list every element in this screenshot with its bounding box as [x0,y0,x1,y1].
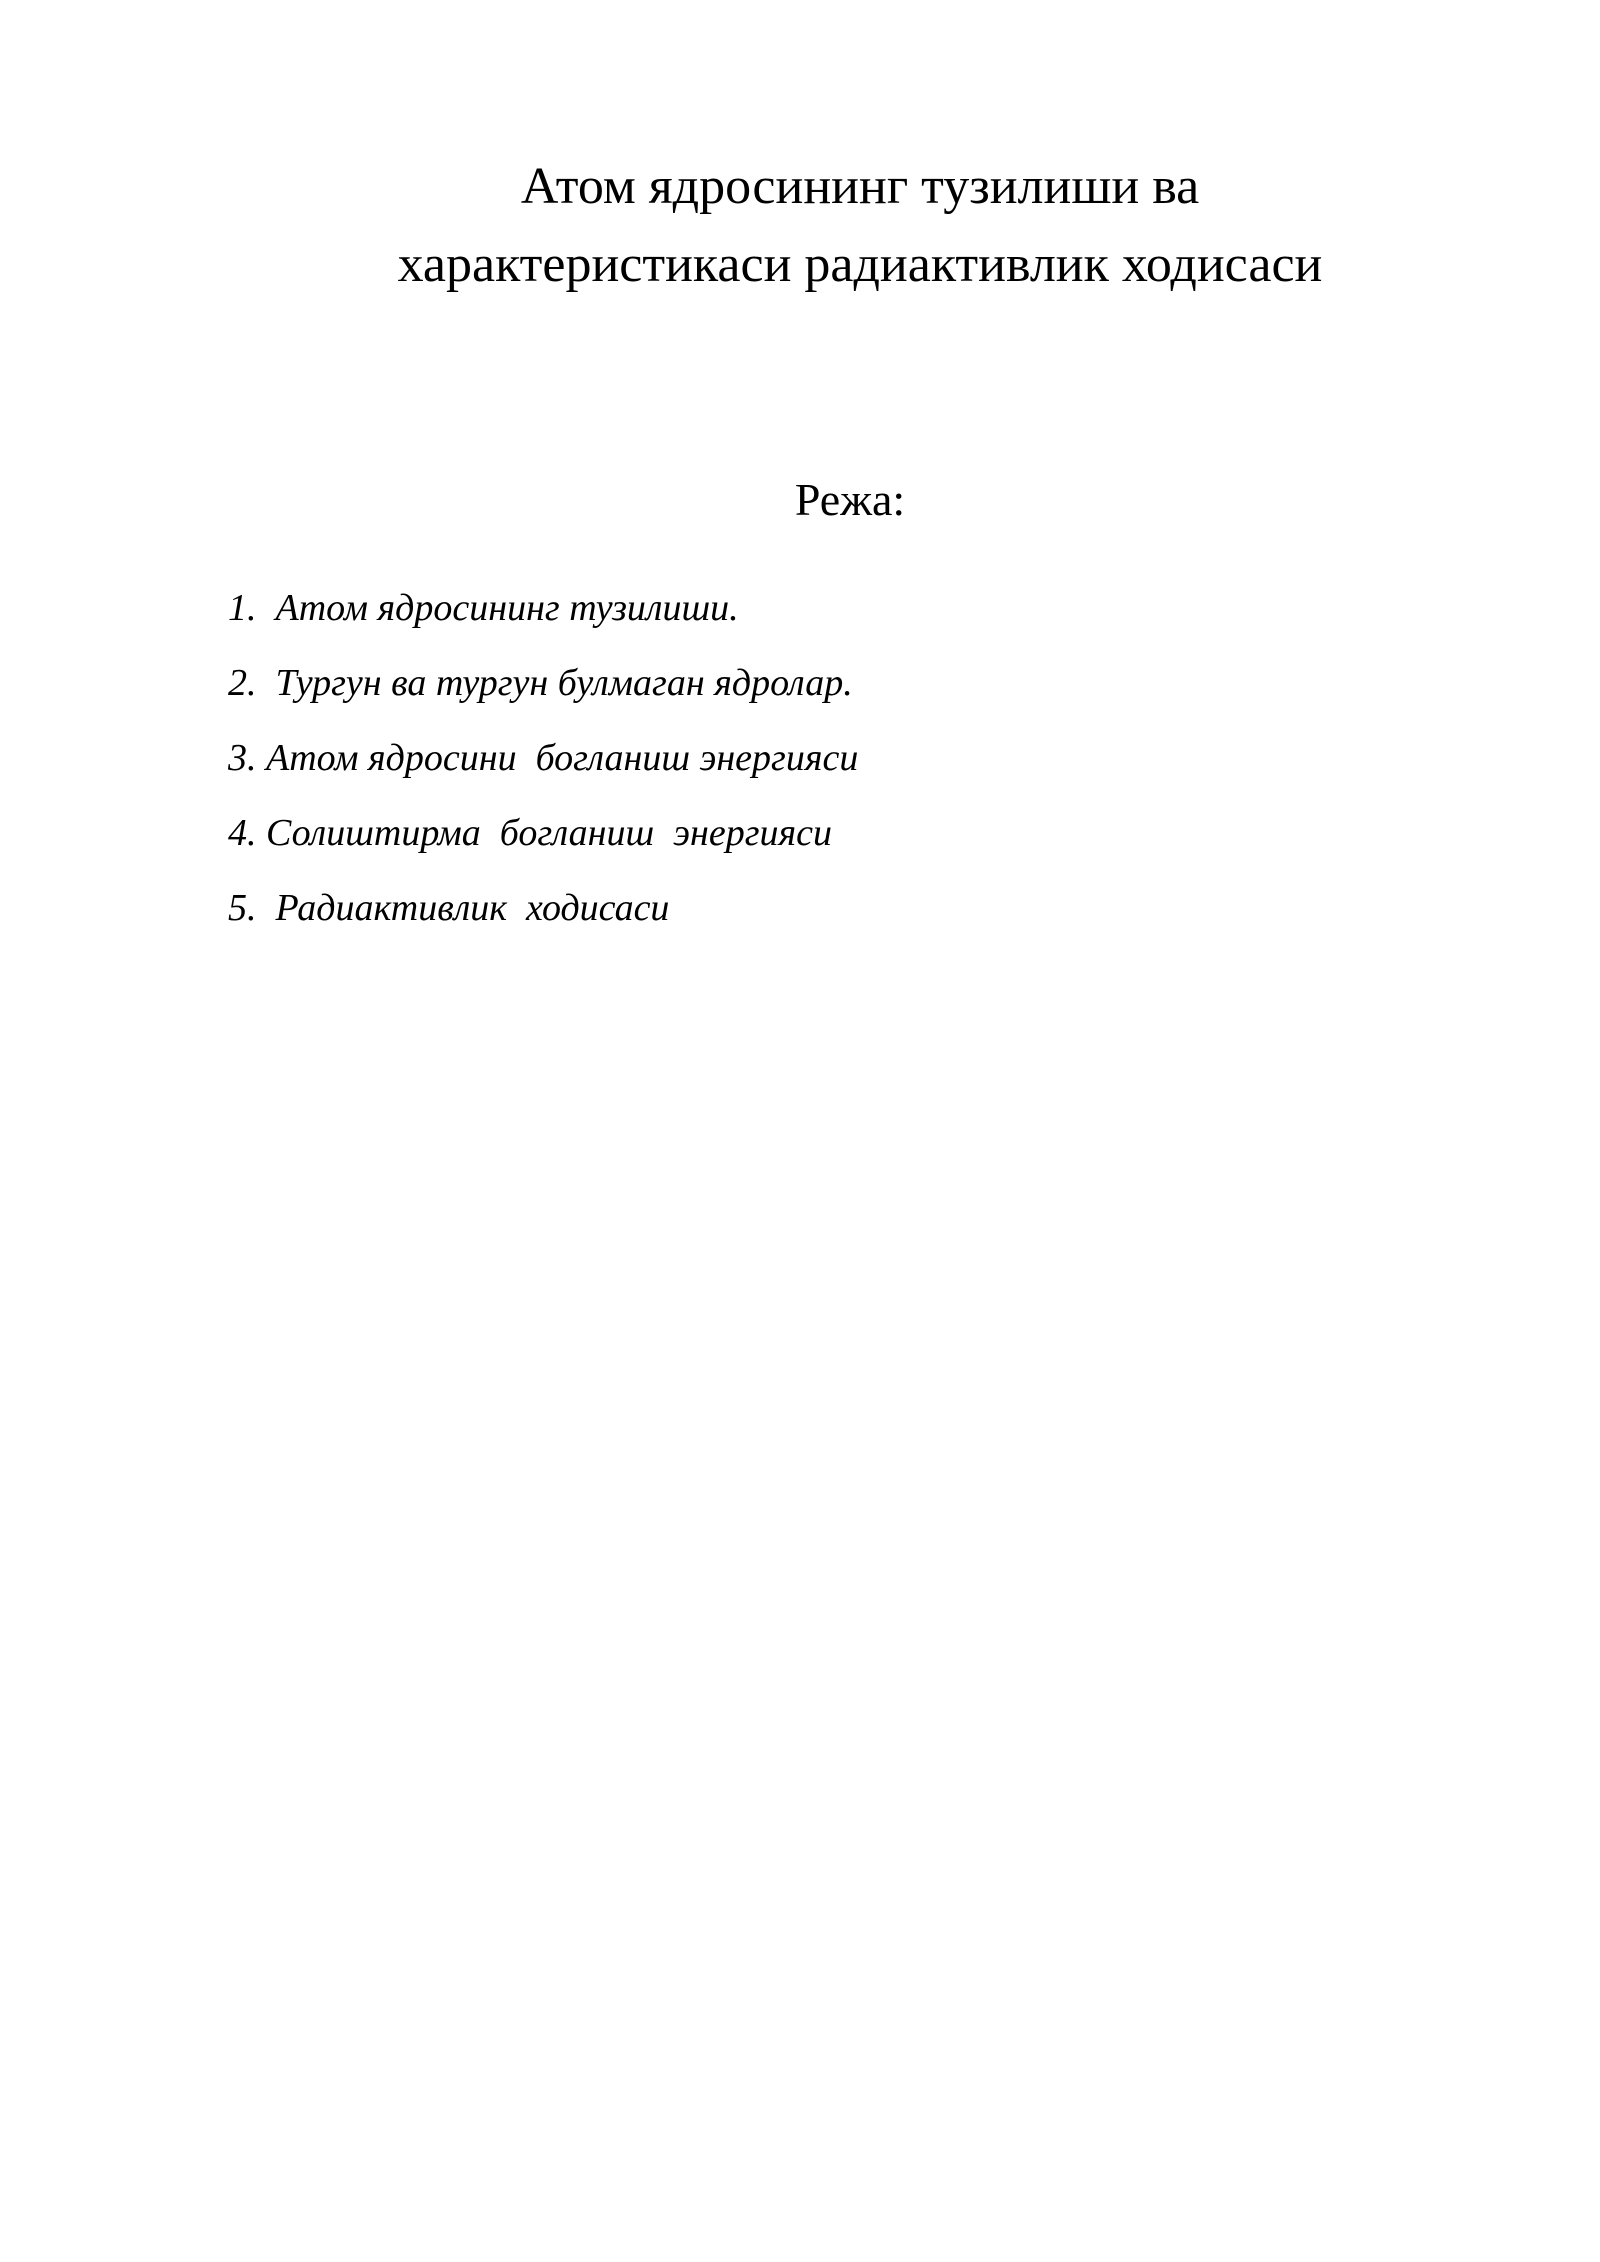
plan-item: 2. Тургун ва тургун булмаган ядролар. [228,662,853,704]
plan-item: 4. Солиштирма богланиш энергияси [228,812,833,854]
plan-item: 5. Радиактивлик ходисаси [228,887,670,929]
plan-item: 1. Атом ядросининг тузилиши. [228,587,739,629]
plan-heading: Режа: [794,474,906,525]
title-line-2: характеристикаси радиактивлик ходисаси [397,236,1323,293]
document-title [240,148,1480,304]
title-line-1: Атом ядросининг тузилиши ва [520,158,1200,215]
plan-item: 3. Атом ядросини богланиш энергияси [228,737,859,779]
plan-list [228,578,858,953]
